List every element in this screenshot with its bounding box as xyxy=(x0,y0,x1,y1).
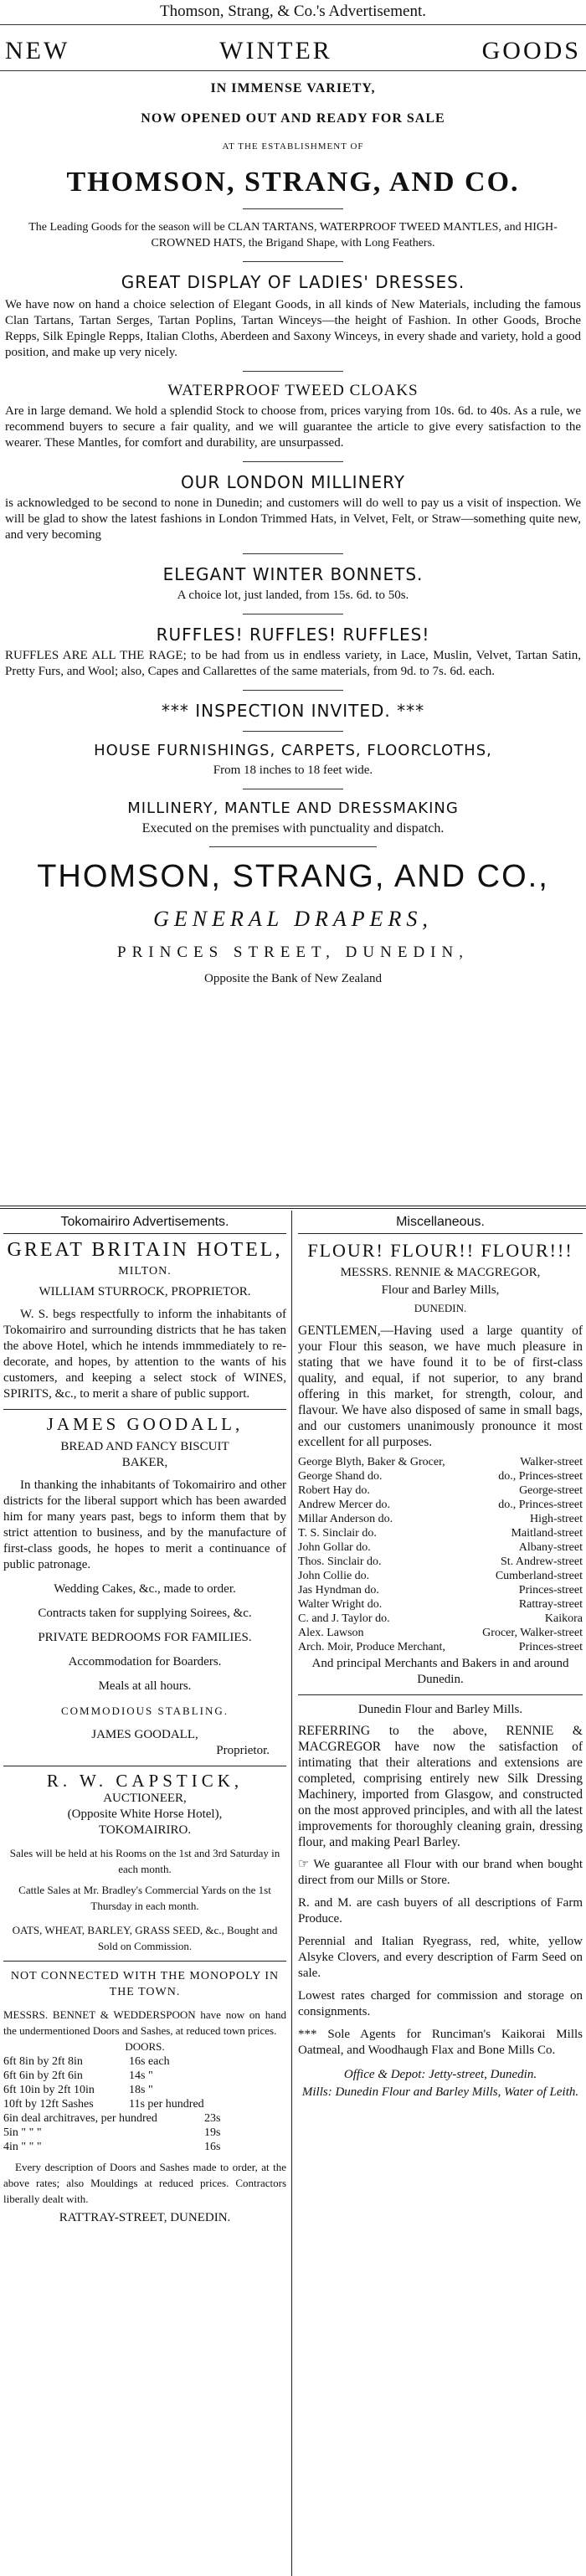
rennie-name: MESSRS. RENNIE & MACGREGOR, xyxy=(340,1266,541,1279)
signer-row: George Blyth, Baker & Grocer, Walker-street xyxy=(298,1456,583,1468)
capstick-body-2: Cattle Sales at Mr. Bradley's Commercial Yards on the 1st Thursday in each month. xyxy=(18,1884,271,1912)
goodall-line-6: COMMODIOUS STABLING. xyxy=(60,1704,229,1717)
immense-variety: IN IMMENSE VARIETY, xyxy=(210,81,376,95)
gentlemen-body: GENTLEMEN,—Having used a large quantity of your Flour this season, we have much pleasure in stating that we have found it to be of first-class quality, and equal, if not superior, to any brand offering in this market, for strength, colour, and flavour. We have also disposed of same in small bags, and our customers unanimously pronounce it most excellent for all purposes. xyxy=(298,1324,583,1449)
millinery-heading: OUR LONDON MILLINERY xyxy=(181,472,405,492)
doors-row: 10ft by 12ft Sashes 11s per hundred xyxy=(3,2098,204,2111)
opened-out: NOW OPENED OUT AND READY FOR SALE xyxy=(141,111,445,126)
signer-row: John Gollar do. Albany-street xyxy=(298,1541,583,1554)
dunedin-label: DUNEDIN. xyxy=(414,1302,467,1314)
goodall-subtitle: BREAD AND FANCY BISCUIT BAKER, xyxy=(60,1440,229,1469)
opposite-bank: Opposite the Bank of New Zealand xyxy=(203,972,383,985)
hotel-title: GREAT BRITAIN HOTEL, xyxy=(7,1239,283,1261)
signers-end: And principal Merchants and Bakers in and around Dunedin. xyxy=(311,1657,569,1686)
establishment-of: AT THE ESTABLISHMENT OF xyxy=(222,141,364,152)
title-word-new: NEW xyxy=(5,37,70,64)
miscellaneous-heading: Miscellaneous. xyxy=(298,1211,583,1234)
cloaks-body: Are in large demand. We hold a splendid Stock to choose from, prices varying from 10s. 6d. to 40s. As a rule, we recommend buyers to secure a fair quality, and we will guarantee the article to give every satisfaction to the wearer. These Mantles, for comfort and durability, are unsurpassed. xyxy=(5,404,581,450)
running-head: Thomson, Strang, & Co.'s Advertisement. xyxy=(0,0,586,25)
goodall-line-3: PRIVATE BEDROOMS FOR FAMILIES. xyxy=(38,1631,252,1644)
goodall-line-2: Contracts taken for supplying Soirees, &c. xyxy=(38,1607,252,1620)
ladies-dresses-heading: GREAT DISPLAY OF LADIES' DRESSES. xyxy=(121,272,465,292)
ruffles-body: RUFFLES ARE ALL THE RAGE; to be had from us in endless variety, in Lace, Muslin, Velvet, Tartan Satin, Pretty Furs, and Wool; also, Capes and Callarettes of the same materials, from 9d. to 7s. 6d. each. xyxy=(5,649,581,678)
lowest-rates-text: Lowest rates charged for commission and storage on consignments. xyxy=(298,1989,583,2018)
millinery-body: is acknowledged to be second to none in Dunedin; and customers will do well to pay us a visit of inspection. We will be glad to show the latest fashions in London Trimmed Hats, in Velvet, Felt, or Straw—something quite new, and very becoming xyxy=(5,496,581,542)
capstick-title: R. W. CAPSTICK, xyxy=(46,1771,244,1791)
ladies-dresses-body: We have now on hand a choice selection of Elegant Goods, in all kinds of New Materials, including the famous Clan Tartans, Tartan Serges, Tartan Poplins, Tartan Winceys—the height of Fashion. In other Goods, Broche Repps, Silk Epingle Repps, Italian Cloths, Aberdeen and Saxony Winceys, in every shade and variety, hold a good position, and make up very nicely. xyxy=(5,298,581,359)
signers-list xyxy=(298,1455,583,1654)
new-winter-goods-title xyxy=(0,37,586,65)
signer-row: Jas Hyndman do. Princes-street xyxy=(298,1584,583,1597)
hotel-proprietor: WILLIAM STURROCK, PROPRIETOR. xyxy=(39,1285,251,1298)
capstick-body-1: Sales will be held at his Rooms on the 1st and 3rd Saturday in each month. xyxy=(9,1847,280,1875)
princes-street: PRINCES STREET, DUNEDIN, xyxy=(117,944,469,961)
goodall-line-5: Meals at all hours. xyxy=(98,1679,192,1693)
capstick-subtitle: AUCTIONEER, xyxy=(103,1792,187,1805)
right-column xyxy=(298,1211,583,2100)
bonnets-body: A choice lot, just landed, from 15s. 6d. to 50s. xyxy=(177,589,409,602)
intro-text: The Leading Goods for the season will be CLAN TARTANS, WATERPROOF TWEED MANTLES, and HIGH-CROWNED HATS, the Brigand Shape, with Long Feathers. xyxy=(28,221,558,249)
goodall-body: In thanking the inhabitants of Tokomairiro and other districts for the liberal support which has been awarded him for many years past, begs to inform them that by strict attention to business, and by the manufacture of first-class goods, he hopes to merit a continuance of public patronage. xyxy=(3,1478,286,1571)
tokomairiro-heading: Tokomairiro Advertisements. xyxy=(3,1211,286,1234)
signer-row: C. and J. Taylor do. Kaikora xyxy=(298,1612,583,1625)
doors-row: 6ft 6in by 2ft 6in 14s " xyxy=(3,2070,153,2082)
title-word-winter: WINTER xyxy=(219,37,332,64)
signer-row: Alex. Lawson Grocer, Walker-street xyxy=(298,1627,583,1639)
signer-row: John Collie do. Cumberland-street xyxy=(298,1570,583,1582)
guarantee-text: ☞ We guarantee all Flour with our brand when bought direct from our Mills or Store. xyxy=(298,1858,583,1887)
signer-row: T. S. Sinclair do. Maitland-street xyxy=(298,1527,583,1540)
doors-label: DOORS. xyxy=(125,2040,165,2053)
goodall-title: JAMES GOODALL, xyxy=(46,1414,244,1434)
ryegrass-text: Perennial and Italian Ryegrass, red, white, yellow Alsyke Clovers, and every description of Farm Seed on sale. xyxy=(298,1935,583,1980)
dressmaking-heading: MILLINERY, MANTLE AND DRESSMAKING xyxy=(127,800,459,817)
bennet-body: MESSRS. BENNET & WEDDERSPOON have now on hand the undermentioned Doors and Sashes, at reduced town prices. xyxy=(3,2008,286,2037)
signer-row: George Shand do. do., Princes-street xyxy=(298,1470,583,1483)
doors-row: 4in " " " 16s xyxy=(3,2141,221,2153)
firm-name: THOMSON, STRANG, AND CO. xyxy=(66,167,520,198)
goodall-line-8: Proprietor. xyxy=(216,1744,270,1757)
dressmaking-body: Executed on the premises with punctuality and dispatch. xyxy=(141,821,445,836)
doors-row: 5in " " " 19s xyxy=(3,2126,221,2139)
mills-name: Flour and Barley Mills, xyxy=(381,1283,500,1297)
goodall-line-7: JAMES GOODALL, xyxy=(91,1728,198,1741)
sole-agents-text: *** Sole Agents for Runciman's Kaikorai Mills Oatmeal, and Woodhaugh Flax and Bone Mills Co. xyxy=(298,2028,583,2057)
depot-text: Office & Depot: Jetty-street, Dunedin. xyxy=(343,2068,537,2081)
doors-price-list xyxy=(3,2054,286,2154)
title-word-goods: GOODS xyxy=(481,37,581,64)
goodall-line-1: Wedding Cakes, &c., made to order. xyxy=(54,1582,236,1596)
divider xyxy=(0,1206,586,1209)
referring-body: REFERRING to the above, RENNIE & MACGREGOR have now the satisfaction of intimating that their alterations and extensions are completed, comprising entirely new Silk Dressing Machinery, imported from Glasgow, and constructed on the most approved principles, and with all the latest improvements for thoroughly cleaning grain, dressing flour, and making Pearl Barley. xyxy=(298,1724,583,1849)
general-drapers: GENERAL DRAPERS, xyxy=(153,907,433,931)
flour-title: FLOUR! FLOUR!! FLOUR!!! xyxy=(307,1240,573,1261)
bennet-body-2: Every description of Doors and Sashes made to order, at the above rates; also Mouldings at reduced prices. Contractors liberally dealt with. xyxy=(3,2161,286,2205)
firm-name-2: THOMSON, STRANG, AND CO., xyxy=(37,859,549,894)
signer-row: Andrew Mercer do. do., Princes-street xyxy=(298,1499,583,1511)
doors-row: 6ft 10in by 2ft 10in 18s " xyxy=(3,2084,153,2096)
monopoly-heading: NOT CONNECTED WITH THE MONOPOLY IN THE TOWN. xyxy=(10,1970,280,1998)
left-column xyxy=(3,1211,286,2226)
doors-row: 6in deal architraves, per hundred 23s xyxy=(3,2112,221,2125)
hotel-body: W. S. begs respectfully to inform the inhabitants of Tokomairiro and surrounding districts that he has taken the above Hotel, which he intends immmediately to re-decorate, and hopes, by attention to the wants of his customers, and keeping a select stock of WINES, SPIRITS, &c., to merit a share of public support. xyxy=(3,1308,286,1401)
signer-row: Walter Wright do. Rattray-street xyxy=(298,1598,583,1611)
inspection-heading: *** INSPECTION INVITED. *** xyxy=(161,701,425,721)
signer-row: Millar Anderson do. High-street xyxy=(298,1513,583,1525)
dfbm-heading: Dunedin Flour and Barley Mills. xyxy=(357,1703,523,1716)
capstick-opposite: (Opposite White Horse Hotel), xyxy=(67,1807,223,1821)
ruffles-heading: RUFFLES! RUFFLES! RUFFLES! xyxy=(156,625,430,645)
cash-buyers-text: R. and M. are cash buyers of all descriptions of Farm Produce. xyxy=(298,1896,583,1926)
hotel-place: MILTON. xyxy=(118,1265,172,1278)
signer-row: Arch. Moir, Produce Merchant, Princes-street xyxy=(298,1641,583,1653)
capstick-body-3: OATS, WHEAT, BARLEY, GRASS SEED, &c., Bought and Sold on Commission. xyxy=(12,1924,278,1952)
capstick-place: TOKOMAIRIRO. xyxy=(98,1823,192,1837)
furnishings-heading: HOUSE FURNISHINGS, CARPETS, FLOORCLOTHS, xyxy=(94,742,492,759)
doors-row: 6ft 8in by 2ft 8in 16s each xyxy=(3,2055,170,2068)
furnishings-body: From 18 inches to 18 feet wide. xyxy=(213,764,373,777)
bonnets-heading: ELEGANT WINTER BONNETS. xyxy=(162,564,424,584)
bennet-address: RATTRAY-STREET, DUNEDIN. xyxy=(59,2211,231,2224)
goodall-line-4: Accommodation for Boarders. xyxy=(68,1655,222,1668)
cloaks-heading: WATERPROOF TWEED CLOAKS xyxy=(167,382,419,399)
mills-text: Mills: Dunedin Flour and Barley Mills, Water of Leith. xyxy=(301,2085,579,2099)
signer-row: Thos. Sinclair do. St. Andrew-street xyxy=(298,1555,583,1568)
signer-row: Robert Hay do. George-street xyxy=(298,1484,583,1497)
column-divider xyxy=(291,1211,292,2576)
